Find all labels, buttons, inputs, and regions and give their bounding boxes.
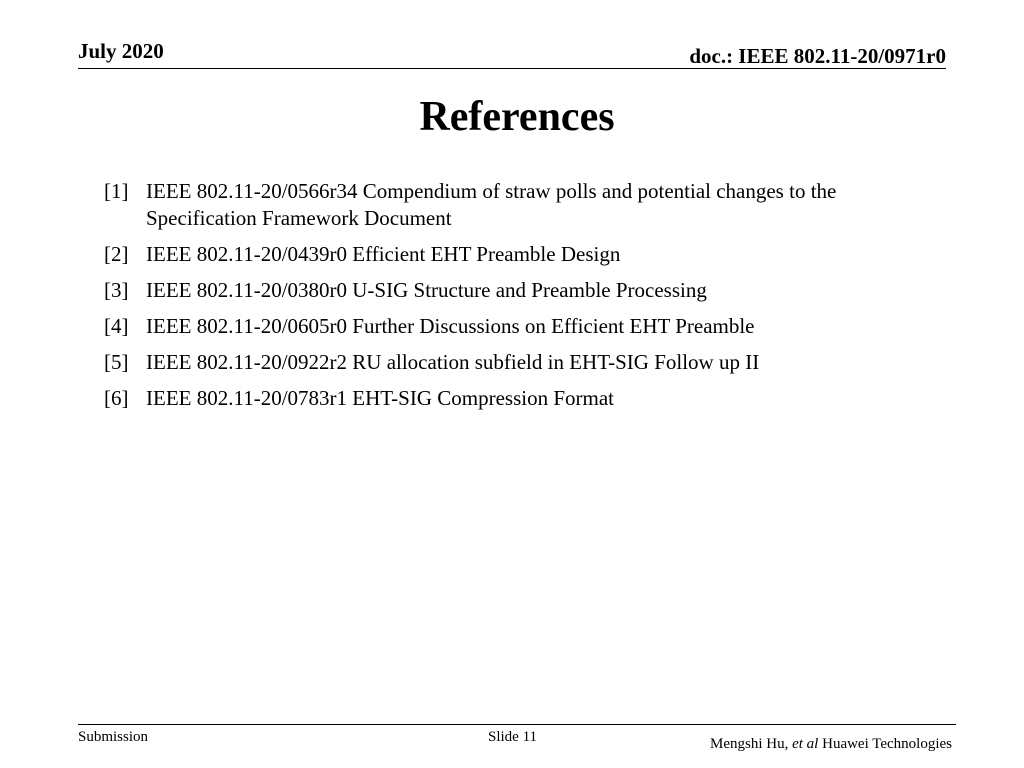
header-doc-id: doc.: IEEE 802.11-20/0971r0: [689, 44, 946, 68]
reference-text: IEEE 802.11-20/0380r0 U-SIG Structure and Preamble Processing: [146, 278, 707, 302]
header-date: July 2020: [78, 39, 164, 63]
reference-item: [104, 241, 944, 268]
footer-submission: Submission: [78, 729, 149, 745]
reference-text: IEEE 802.11-20/0922r2 RU allocation subfield in EHT-SIG Follow up II: [146, 350, 760, 374]
reference-text: IEEE 802.11-20/0566r34 Compendium of straw polls and potential changes to the Specification Framework Document: [146, 179, 837, 230]
footer-author: Mengshi Hu,: [710, 736, 789, 752]
reference-text: IEEE 802.11-20/0605r0 Further Discussions on Efficient EHT Preamble: [146, 314, 755, 338]
reference-item: [104, 178, 944, 232]
reference-number: [4]: [104, 314, 129, 338]
reference-item: [104, 277, 944, 304]
reference-item: [104, 349, 944, 376]
reference-number: [1]: [104, 179, 129, 203]
reference-item: [104, 385, 944, 412]
footer-slide-number: Slide 11: [488, 729, 538, 745]
reference-number: [2]: [104, 242, 129, 266]
header-rule: [78, 68, 946, 69]
reference-number: [6]: [104, 386, 129, 410]
reference-number: [5]: [104, 350, 129, 374]
reference-text: IEEE 802.11-20/0439r0 Efficient EHT Preamble Design: [146, 242, 621, 266]
footer-author-etal: et al: [792, 736, 819, 752]
footer-rule: [78, 724, 956, 725]
slide-title: References: [419, 94, 615, 140]
reference-item: [104, 313, 944, 340]
footer-organization: Huawei Technologies: [822, 736, 952, 752]
reference-list: [104, 178, 944, 421]
reference-text: IEEE 802.11-20/0783r1 EHT-SIG Compression Format: [146, 386, 614, 410]
footer-author-line: [710, 735, 952, 753]
reference-number: [3]: [104, 278, 129, 302]
